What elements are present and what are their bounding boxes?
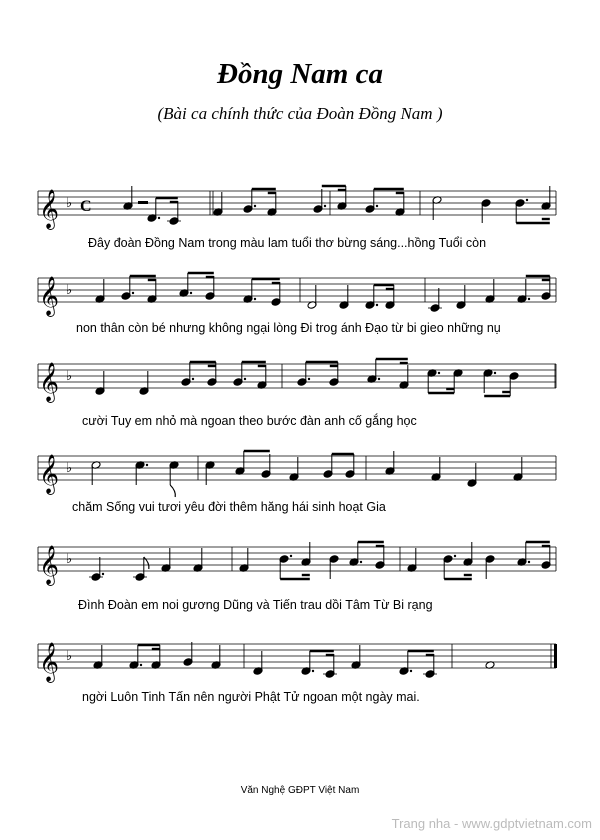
flat-key-signature-icon: ♭	[66, 196, 73, 211]
lyric-line-5: Đình Đoàn em noi gương Dũng và Tiến trau dồi Tâm Từ Bi rạng	[78, 598, 433, 612]
note-dot	[378, 378, 380, 380]
staff-system-3	[0, 348, 600, 408]
note-dot	[190, 292, 192, 294]
lyric-line-2: non thân còn bé nhưng không ngại lòng Đi trog ánh Đạo từ bi gieo những nụ	[76, 321, 501, 335]
note-dot	[410, 670, 412, 672]
half-rest	[138, 201, 148, 204]
staff-system-2	[0, 262, 600, 322]
note-dot	[102, 573, 104, 575]
note-dot	[254, 298, 256, 300]
note-dot	[376, 205, 378, 207]
note-dot	[192, 378, 194, 380]
note-dot	[244, 378, 246, 380]
lyric-line-3: cười Tuy em nhỏ mà ngoan theo bước đàn anh cố gắng học	[82, 414, 417, 428]
lyric-line-1: Đây đoàn Đồng Nam trong màu lam tuổi thơ bừng sáng...hồng Tuổi còn	[88, 236, 487, 250]
note-dot	[376, 304, 378, 306]
note-dot	[526, 199, 528, 201]
staff-system-4	[0, 440, 600, 500]
lyric-line-4: chăm Sống vui tươi yêu đời thêm hăng hái sinh hoạt Gia	[72, 500, 386, 514]
treble-clef-icon: 𝄞	[39, 362, 60, 402]
treble-clef-icon: 𝄞	[39, 189, 60, 229]
lyric-line-6: ngời Luôn Tinh Tấn nên người Phật Tử ngoan một ngày mai.	[82, 690, 420, 704]
song-title: Đồng Nam ca	[217, 58, 383, 90]
treble-clef-icon: 𝄞	[39, 642, 60, 682]
note-dot	[140, 664, 142, 666]
staff-system-5	[0, 531, 600, 591]
credit-line: Văn Nghệ GĐPT Việt Nam	[240, 785, 360, 796]
note-dot	[528, 561, 530, 563]
flat-key-signature-icon: ♭	[66, 461, 73, 476]
note-dot	[132, 292, 134, 294]
note-dot	[158, 217, 160, 219]
final-bar-line	[554, 644, 557, 668]
flat-key-signature-icon: ♭	[66, 369, 73, 384]
treble-clef-icon: 𝄞	[39, 276, 60, 316]
song-subtitle: (Bài ca chính thức của Đoàn Đồng Nam )	[157, 104, 443, 123]
time-signature: C	[80, 198, 92, 215]
treble-clef-icon: 𝄞	[39, 545, 60, 585]
note-flag	[170, 485, 175, 497]
note-dot	[438, 372, 440, 374]
note-dot	[312, 670, 314, 672]
flat-key-signature-icon: ♭	[66, 552, 73, 567]
treble-clef-icon: 𝄞	[39, 454, 60, 494]
note-dot	[308, 378, 310, 380]
note-dot	[360, 561, 362, 563]
watermark: Trang nha - www.gdptvietnam.com	[391, 816, 592, 831]
flat-key-signature-icon: ♭	[66, 649, 73, 664]
note-dot	[324, 205, 326, 207]
staff-system-6	[0, 628, 600, 688]
note-dot	[290, 555, 292, 557]
note-dot	[254, 205, 256, 207]
note-dot	[494, 372, 496, 374]
staff-system-1	[0, 175, 600, 235]
note-dot	[454, 555, 456, 557]
note-dot	[528, 298, 530, 300]
flat-key-signature-icon: ♭	[66, 283, 73, 298]
note-dot	[146, 464, 148, 466]
